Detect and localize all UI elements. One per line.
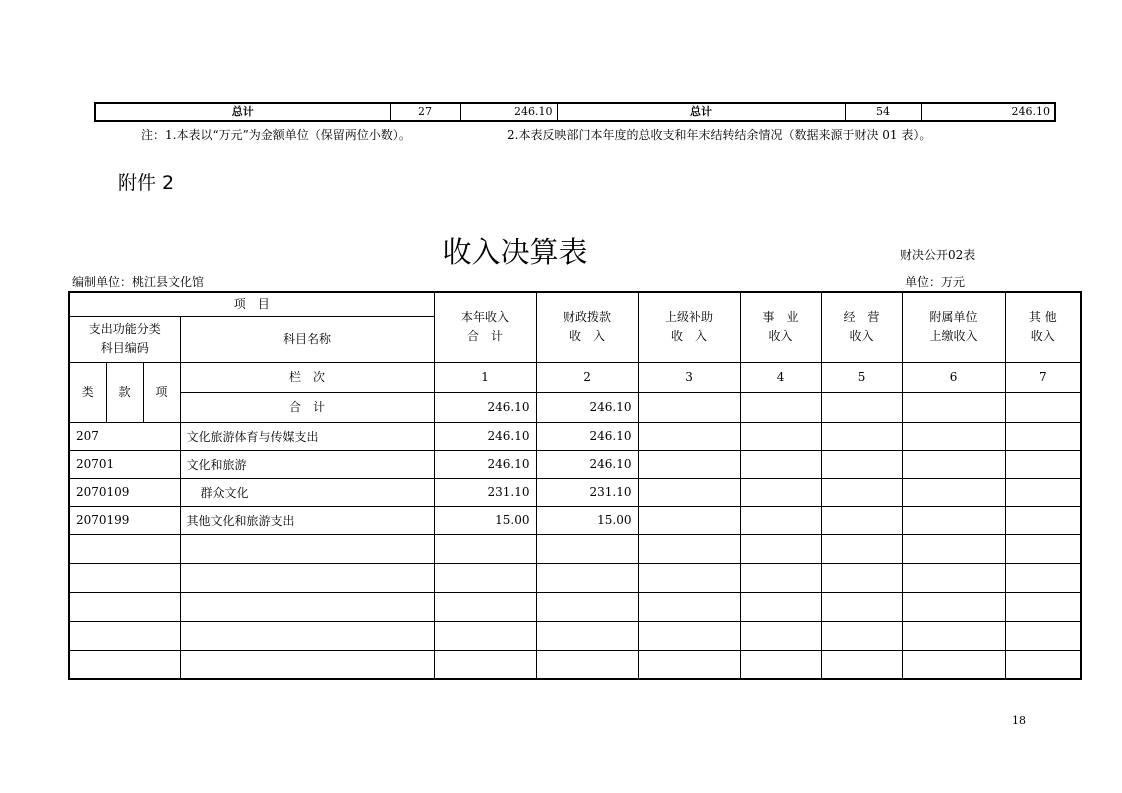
header-col6 [902,292,1005,362]
table-row [69,478,1081,506]
row-name: 文化旅游体育与传媒支出 [180,422,434,450]
header-col3 [638,292,740,362]
header-col4-line2: 收入 [768,329,793,344]
summary-left-amount: 246.10 [460,103,557,121]
table-row [69,422,1081,450]
header-col3-line1: 上级补助 [665,310,714,325]
row-col2: 246.10 [536,422,638,450]
header-col4 [740,292,821,362]
index-4: 4 [740,362,821,392]
header-col1-line1: 本年收入 [461,310,510,325]
total-col1: 246.10 [434,392,536,422]
row-name: 其他文化和旅游支出 [180,506,434,534]
amount-unit: 单位：万元 [905,275,966,289]
page-number: 18 [1012,714,1026,727]
header-item: 项 目 [69,292,434,316]
header-lei: 类 [69,362,106,422]
summary-right-amount: 246.10 [921,103,1055,121]
header-code-group-line2: 科目编码 [100,341,149,355]
index-2: 2 [536,362,638,392]
header-col2 [536,292,638,362]
summary-table [94,102,1056,122]
summary-right-label: 总计 [557,103,845,121]
header-col5 [821,292,902,362]
row-col1: 246.10 [434,422,536,450]
header-row-1 [69,292,1081,316]
header-col2-line1: 财政拨款 [563,310,612,325]
compiling-unit: 编制单位：桃江县文化馆 [72,275,205,289]
note-1: 注：1.本表以“万元”为金额单位（保留两位小数）。 [141,128,411,142]
total-label: 合 计 [180,392,434,422]
row-name: 文化和旅游 [180,450,434,478]
row-col2: 231.10 [536,478,638,506]
header-code-group [69,316,180,362]
row-col1: 15.00 [434,506,536,534]
form-number: 财决公开02表 [900,248,976,262]
row-name: 群众文化 [180,478,434,506]
row-code: 2070109 [69,478,180,506]
header-col3-line2: 收 入 [671,329,708,344]
summary-left-label: 总计 [95,103,390,121]
index-1: 1 [434,362,536,392]
index-5: 5 [821,362,902,392]
empty-row [69,534,1081,563]
income-statement-table [68,291,1082,680]
empty-row [69,621,1081,650]
total-row [69,392,1081,422]
table-row [69,450,1081,478]
row-col2: 246.10 [536,450,638,478]
index-row [69,362,1081,392]
row-code: 2070199 [69,506,180,534]
row-code: 207 [69,422,180,450]
page-title: 收入决算表 [442,235,588,269]
table-row [69,506,1081,534]
summary-right-count: 54 [845,103,921,121]
header-col7-line1: 其 他 [1028,310,1057,325]
row-col1: 231.10 [434,478,536,506]
row-col2: 15.00 [536,506,638,534]
empty-row [69,650,1081,679]
header-col5-line2: 收入 [849,329,874,344]
header-lanci: 栏 次 [180,362,434,392]
attachment-label: 附件 2 [118,172,175,194]
summary-row [95,103,1055,121]
header-col1-line2: 合 计 [467,329,504,344]
index-7: 7 [1005,362,1081,392]
header-col6-line2: 上缴收入 [929,329,978,344]
summary-left-count: 27 [390,103,460,121]
header-xiang: 项 [143,362,180,422]
header-subject-name: 科目名称 [180,316,434,362]
header-col6-line1: 附属单位 [929,310,978,325]
header-col1 [434,292,536,362]
row-code: 20701 [69,450,180,478]
header-col5-line1: 经 营 [843,310,880,325]
index-3: 3 [638,362,740,392]
total-col2: 246.10 [536,392,638,422]
header-code-group-line1: 支出功能分类 [88,322,161,336]
index-6: 6 [902,362,1005,392]
header-kuan: 款 [106,362,143,422]
empty-row [69,563,1081,592]
header-col2-line2: 收 入 [569,329,606,344]
header-col7-line2: 收入 [1030,329,1055,344]
row-col1: 246.10 [434,450,536,478]
header-col7 [1005,292,1081,362]
note-2: 2.本表反映部门本年度的总收支和年末结转结余情况（数据来源于财决 01 表）。 [507,128,932,142]
header-col4-line1: 事 业 [762,310,799,325]
empty-row [69,592,1081,621]
